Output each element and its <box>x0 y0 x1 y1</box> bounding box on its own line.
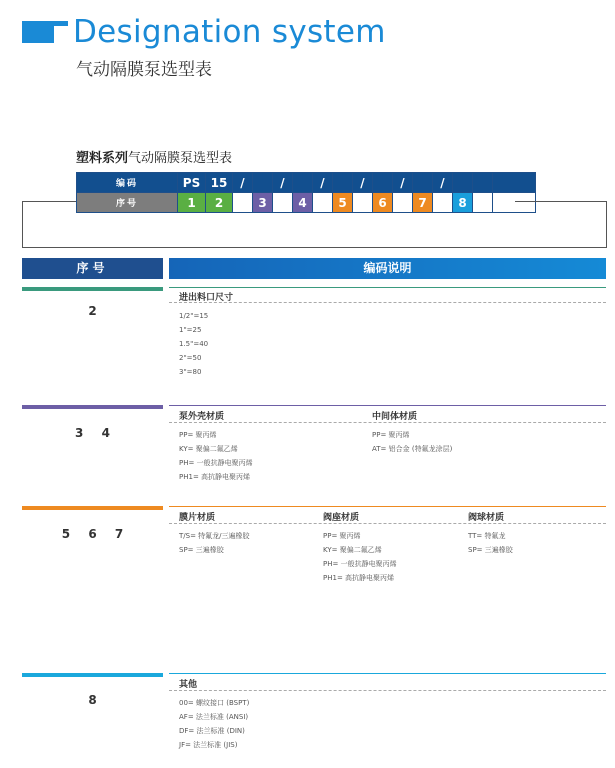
seq-row-label: 序号 <box>77 193 178 213</box>
bracket-box <box>22 201 607 248</box>
code-cell: / <box>393 173 413 193</box>
list-item: PP= 聚丙烯 <box>179 431 217 439</box>
seq-cell: 7 <box>413 193 433 213</box>
group-title: 泵外壳材质 <box>179 412 225 422</box>
list-item: 2"=50 <box>179 354 202 362</box>
group-title: 中间体材质 <box>372 412 418 422</box>
code-cell: / <box>313 173 333 193</box>
code-cell <box>493 173 536 193</box>
list-item: TT= 特氟龙 <box>468 532 506 540</box>
code-row <box>77 173 536 193</box>
list-item: PH1= 高抗静电聚丙烯 <box>179 473 251 481</box>
code-cell: / <box>353 173 373 193</box>
series-heading-rest: 气动隔膜泵选型表 <box>128 151 233 166</box>
list-item: KY= 聚偏二氟乙烯 <box>323 546 382 554</box>
list-item: PP= 聚丙烯 <box>372 431 410 439</box>
list-item: AT= 铝合金 (特氟龙涂层) <box>372 445 453 453</box>
section-number: 8 <box>88 693 97 707</box>
list-item: SP= 三遍橡胶 <box>468 546 513 554</box>
list-item: 1/2"=15 <box>179 312 209 320</box>
bracket-line-right <box>515 201 606 202</box>
section-bar <box>22 673 163 677</box>
group-title: 其他 <box>179 680 198 690</box>
list-item: SP= 三遍橡胶 <box>179 546 224 554</box>
group-title: 进出料口尺寸 <box>179 293 234 303</box>
list-item: PH= 一般抗静电聚丙烯 <box>323 560 397 568</box>
section-number: 2 <box>88 304 97 318</box>
list-item: KY= 聚偏二氟乙烯 <box>179 445 238 453</box>
list-item: PH= 一般抗静电聚丙烯 <box>179 459 253 467</box>
seq-cell: 2 <box>206 193 233 213</box>
series-heading <box>76 147 232 166</box>
dashed-divider <box>169 690 606 691</box>
seq-cell: 8 <box>453 193 473 213</box>
code-cell: / <box>273 173 293 193</box>
code-cell: PS <box>178 173 206 193</box>
list-item: 1"=25 <box>179 326 202 334</box>
code-cell <box>473 173 493 193</box>
list-item: 1.5"=40 <box>179 340 209 348</box>
seq-cell: 3 <box>253 193 273 213</box>
column-header-desc: 编码说明 <box>169 258 606 279</box>
section-bar <box>22 506 163 510</box>
section-line <box>169 287 606 288</box>
group-title: 阀球材质 <box>468 513 505 523</box>
seq-cell: 1 <box>178 193 206 213</box>
column-header-seq: 序号 <box>22 258 163 279</box>
list-item: AF= 法兰标准 (ANSI) <box>179 713 249 721</box>
list-item: JF= 法兰标准 (JIS) <box>179 741 238 749</box>
list-item: 00= 螺纹接口 (BSPT) <box>179 699 250 707</box>
code-row-label: 编码 <box>77 173 178 193</box>
seq-cell: 4 <box>293 193 313 213</box>
list-item: 3"=80 <box>179 368 202 376</box>
seq-cell: 6 <box>373 193 393 213</box>
list-item: PP= 聚丙烯 <box>323 532 361 540</box>
section-number: 5 6 7 <box>61 527 124 541</box>
code-cell: / <box>433 173 453 193</box>
code-cell <box>373 173 393 193</box>
section-bar <box>22 405 163 409</box>
dashed-divider <box>169 523 606 524</box>
page-subtitle: 气动隔膜泵选型表 <box>76 60 212 80</box>
code-cell <box>253 173 273 193</box>
section-line <box>169 405 606 406</box>
section-bar <box>22 287 163 291</box>
code-cell: 15 <box>206 173 233 193</box>
list-item: DF= 法兰标准 (DIN) <box>179 727 245 735</box>
brand-mark-icon <box>22 21 66 43</box>
series-heading-bold: 塑料系列 <box>76 151 129 166</box>
code-cell <box>333 173 353 193</box>
dashed-divider <box>169 422 606 423</box>
code-cell: / <box>233 173 253 193</box>
dashed-divider <box>169 302 606 303</box>
section-line <box>169 673 606 674</box>
group-title: 膜片材质 <box>179 513 216 523</box>
code-cell <box>453 173 473 193</box>
code-cell <box>293 173 313 193</box>
seq-cell: 5 <box>333 193 353 213</box>
section-line <box>169 506 606 507</box>
page-title: Designation system <box>73 14 386 50</box>
code-cell <box>413 173 433 193</box>
section-number: 3 4 <box>75 426 110 440</box>
group-title: 阀座材质 <box>323 513 360 523</box>
list-item: T/S= 特氟龙/三遍橡胶 <box>179 532 250 540</box>
bracket-line-left <box>22 201 76 202</box>
list-item: PH1= 高抗静电聚丙烯 <box>323 574 395 582</box>
